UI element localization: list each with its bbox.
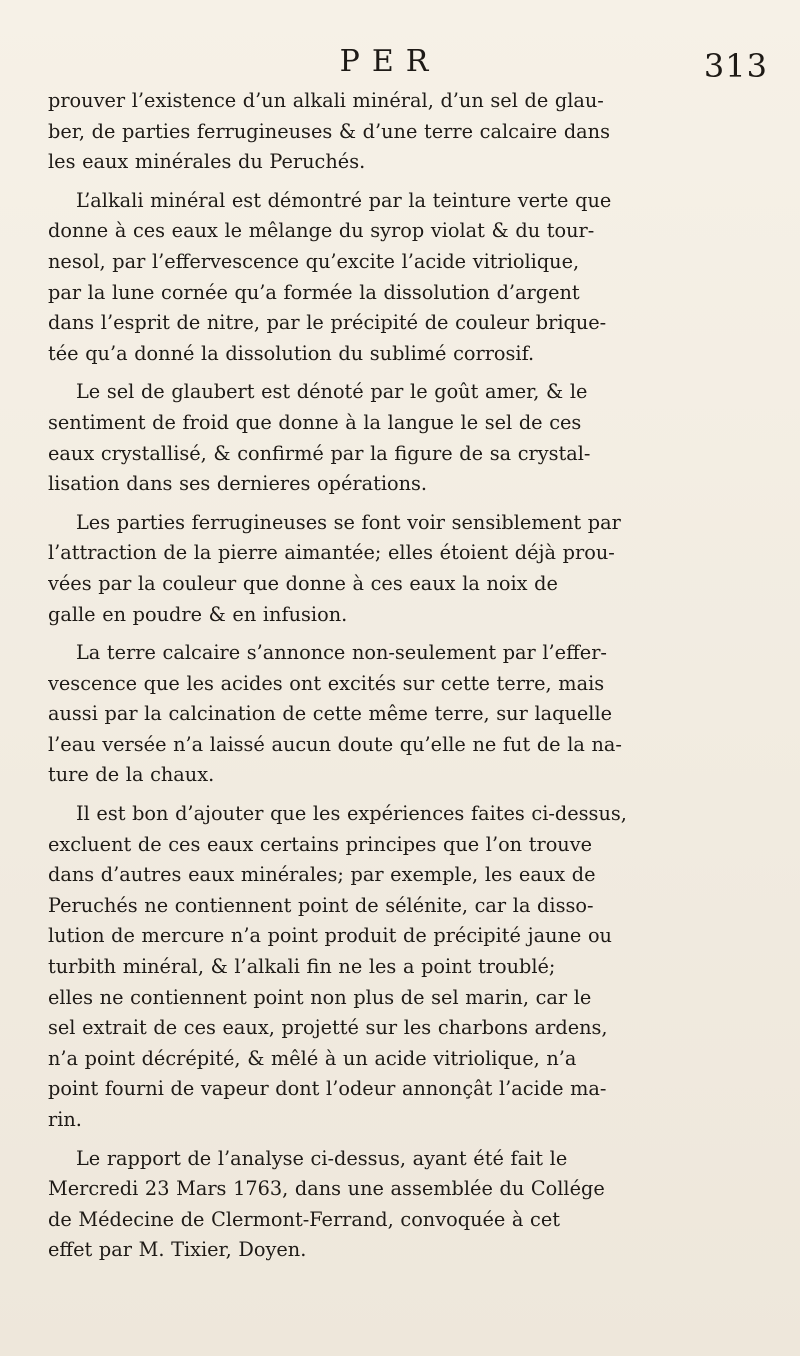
running-head: PER: [339, 44, 441, 79]
text-line: elles ne contiennent point non plus de sel marin, car le: [48, 985, 592, 1009]
paragraph: [48, 638, 748, 791]
text-line: donne à ces eaux le mêlange du syrop violat & du tour-: [48, 219, 595, 243]
paragraph: [48, 86, 748, 178]
text-line: nesol, par l’effervescence qu’excite l’acide vitriolique,: [48, 249, 580, 273]
text-line: Peruchés ne contiennent point de sélénite, car la disso-: [48, 893, 594, 917]
text-line: L’alkali minéral est démontré par la teinture verte que: [76, 188, 612, 212]
text-line: aussi par la calcination de cette même terre, sur laquelle: [48, 702, 613, 726]
paragraph: [48, 377, 748, 499]
text-line: turbith minéral, & l’alkali fin ne les a point troublé;: [48, 955, 556, 979]
text-line: tée qu’a donné la dissolution du sublimé corrosif.: [48, 341, 535, 365]
text-line: l’attraction de la pierre aimantée; elles étoient déjà prou-: [48, 541, 615, 565]
paragraph: [48, 186, 748, 370]
text-line: les eaux minérales du Peruchés.: [48, 150, 366, 174]
text-line: ture de la chaux.: [48, 763, 215, 787]
paragraph: [48, 508, 748, 630]
text-line: Les parties ferrugineuses se font voir sensiblement par: [76, 510, 621, 534]
text-line: excluent de ces eaux certains principes que l’on trouve: [48, 832, 593, 856]
body-text: [48, 86, 748, 1266]
text-line: lisation dans ses dernieres opérations.: [48, 472, 428, 496]
text-line: Le sel de glaubert est dénoté par le goût amer, & le: [76, 380, 588, 404]
text-line: effet par M. Tixier, Doyen.: [48, 1238, 307, 1262]
text-line: rin.: [48, 1108, 82, 1131]
text-line: vescence que les acides ont excités sur cette terre, mais: [48, 671, 605, 695]
paragraph: [48, 799, 748, 1136]
text-line: galle en poudre & en infusion.: [48, 602, 348, 626]
paragraph: [48, 1144, 748, 1266]
text-line: sentiment de froid que donne à la langue le sel de ces: [48, 410, 582, 434]
text-line: point fourni de vapeur dont l’odeur annonçât l’acide ma-: [48, 1077, 607, 1101]
text-line: dans l’esprit de nitre, par le précipité de couleur brique-: [48, 311, 607, 335]
page-number: 313: [703, 47, 768, 85]
text-line: Il est bon d’ajouter que les expériences faites ci-dessus,: [76, 802, 627, 826]
text-line: par la lune cornée qu’a formée la dissolution d’argent: [48, 280, 580, 304]
text-line: n’a point décrépité, & mêlé à un acide vitriolique, n’a: [48, 1046, 577, 1070]
text-line: de Médecine de Clermont-Ferrand, convoquée à cet: [48, 1207, 561, 1231]
text-line: prouver l’existence d’un alkali minéral, d’un sel de glau-: [48, 89, 604, 112]
text-line: Mercredi 23 Mars 1763, dans une assemblée du Collége: [48, 1177, 605, 1201]
text-line: ber, de parties ferrugineuses & d’une terre calcaire dans: [48, 119, 610, 143]
text-line: l’eau versée n’a laissé aucun doute qu’elle ne fut de la na-: [48, 732, 622, 756]
page-header: [0, 40, 800, 86]
text-line: vées par la couleur que donne à ces eaux la noix de: [48, 571, 558, 595]
text-line: eaux crystallisé, & confirmé par la figure de sa crystal-: [48, 441, 591, 465]
text-line: Le rapport de l’analyse ci-dessus, ayant été fait le: [76, 1146, 568, 1170]
text-line: dans d’autres eaux minérales; par exemple, les eaux de: [48, 863, 596, 887]
text-line: lution de mercure n’a point produit de précipité jaune ou: [48, 924, 612, 948]
text-line: sel extrait de ces eaux, projetté sur les charbons ardens,: [48, 1016, 608, 1040]
text-line: La terre calcaire s’annonce non-seulement par l’effer-: [76, 641, 607, 665]
